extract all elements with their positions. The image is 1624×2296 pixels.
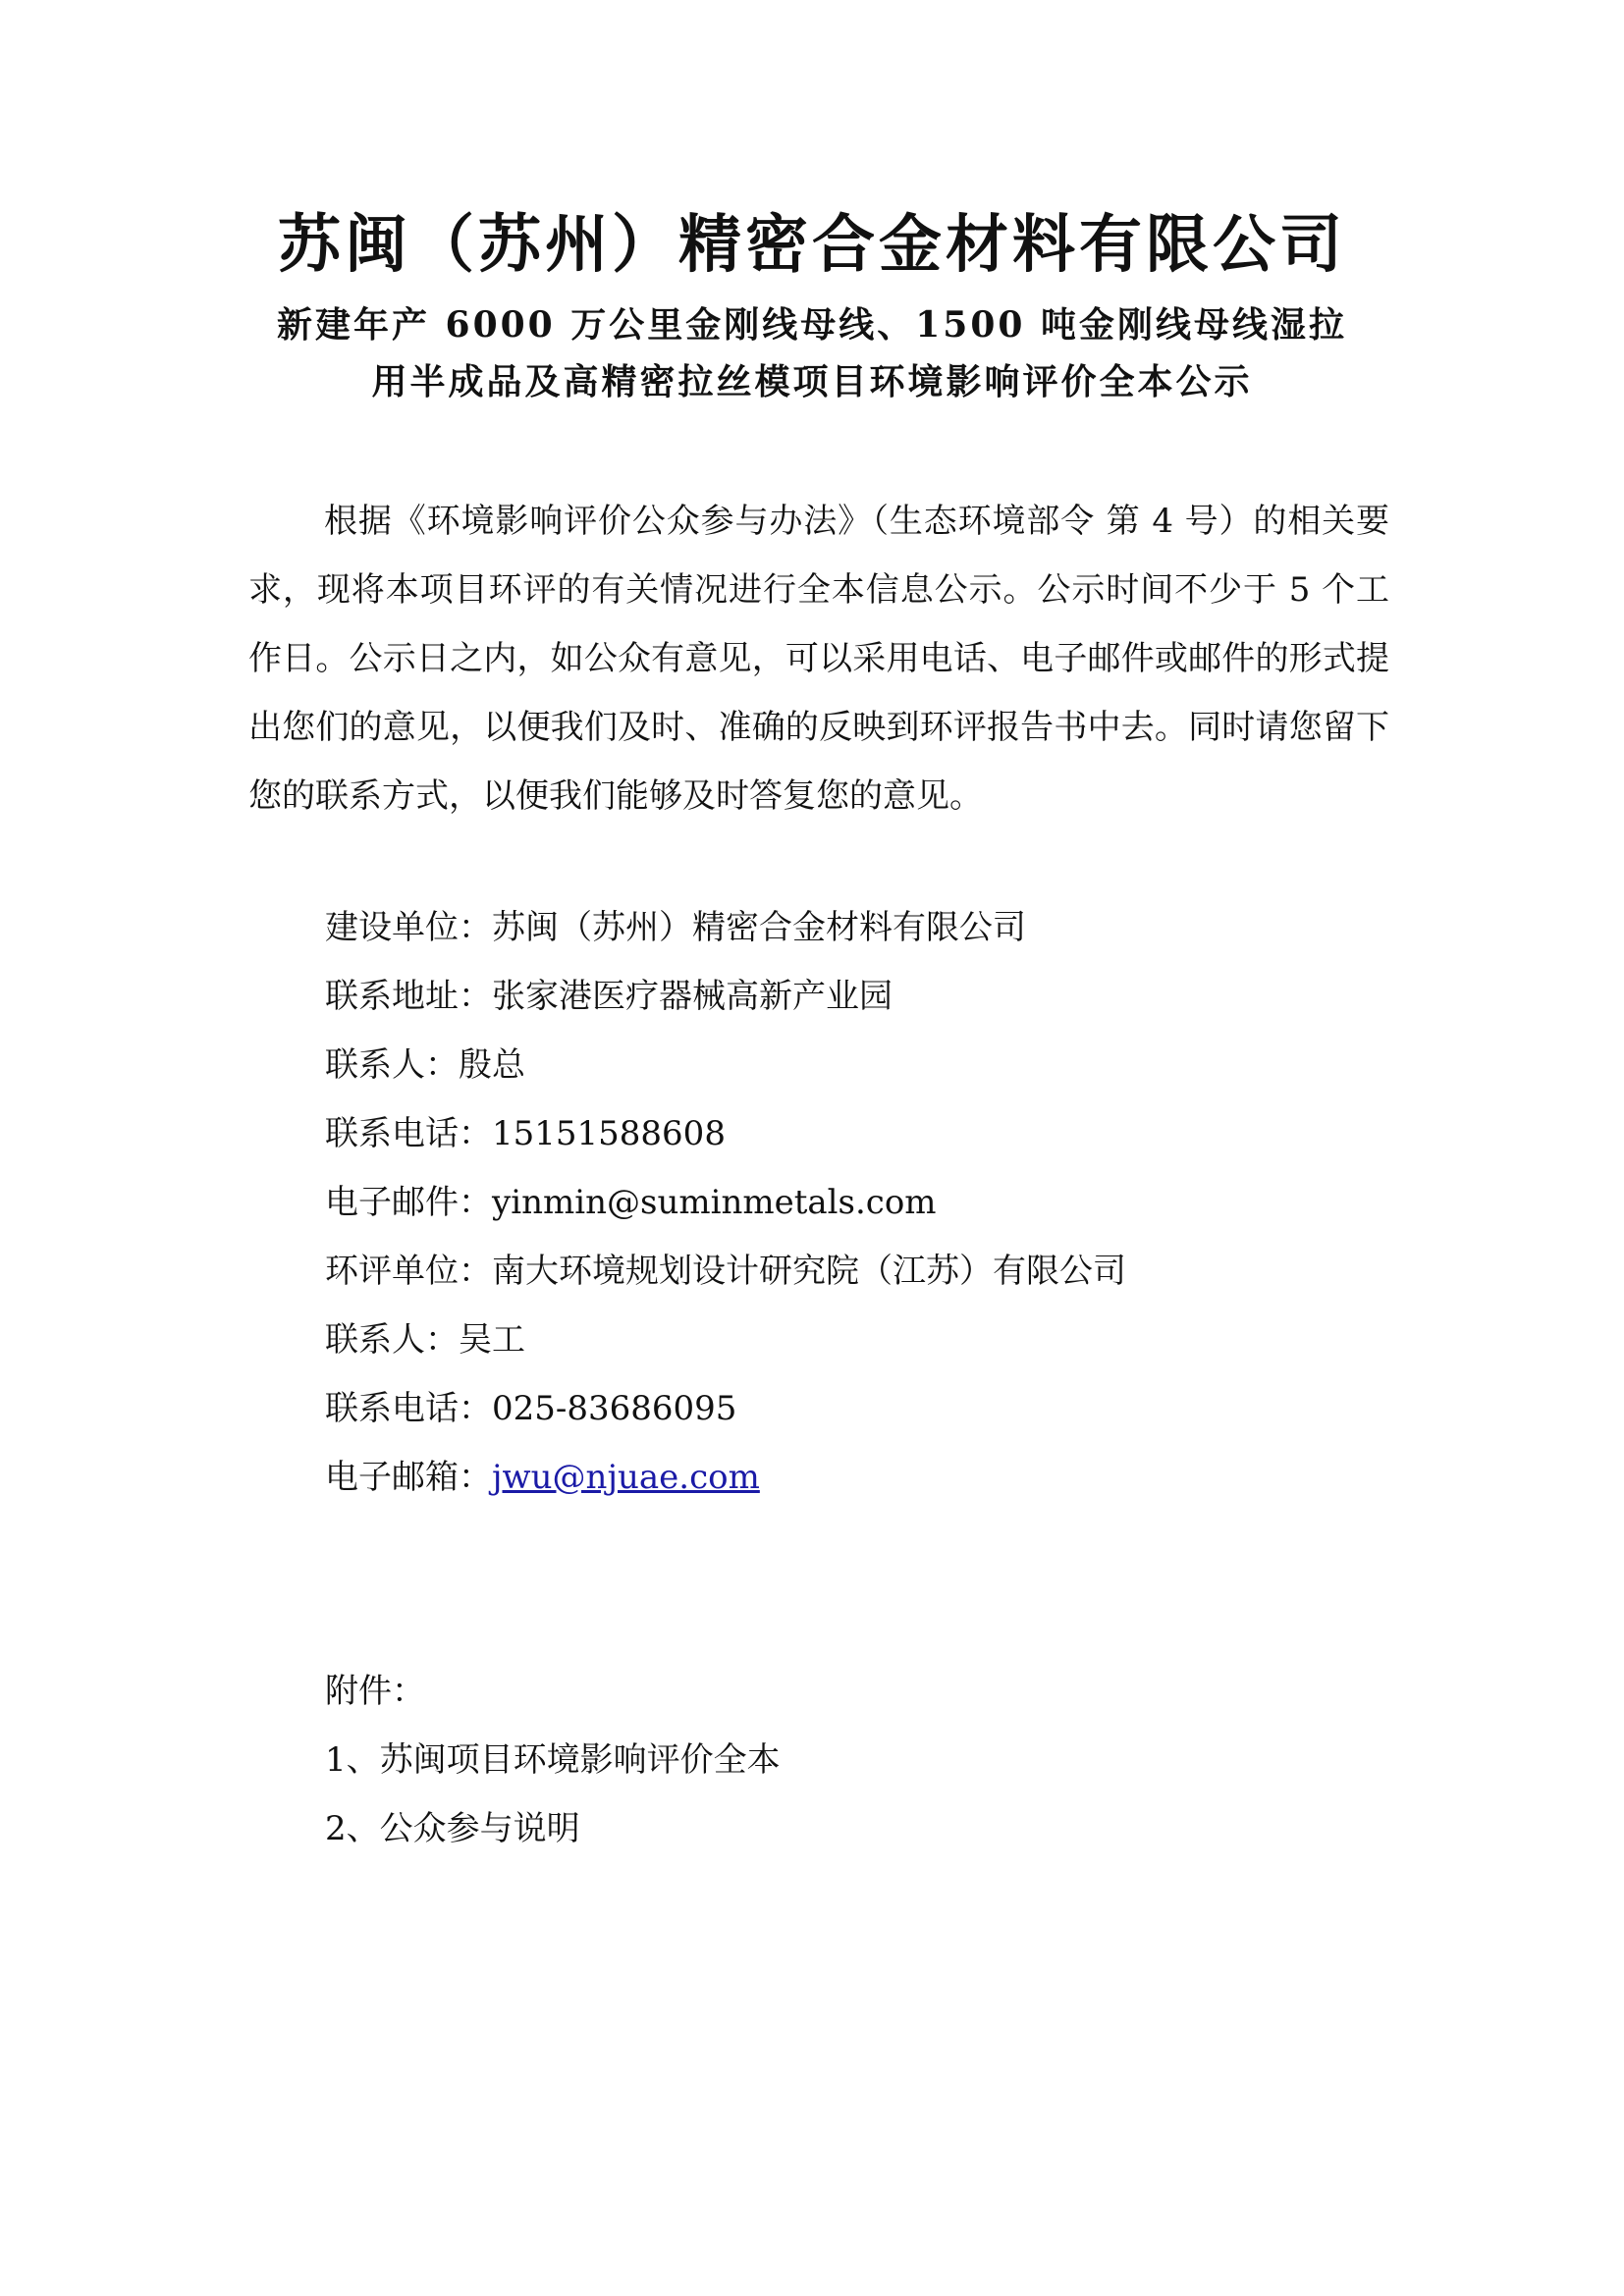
builder-unit-label: 建设单位：: [325, 908, 492, 947]
builder-phone-row: [325, 1099, 1126, 1168]
builder-phone-label: 联系电话：: [325, 1114, 492, 1153]
eia-email-label: 电子邮箱：: [325, 1458, 492, 1497]
attachment-list: [325, 1657, 781, 1863]
eia-contact-row: [325, 1306, 1126, 1374]
eia-contact-label: 联系人：: [325, 1320, 459, 1360]
builder-unit-row: [325, 893, 1126, 962]
attachment-heading: 附件：: [325, 1672, 425, 1711]
eia-unit-label: 环评单位：: [325, 1252, 492, 1291]
eia-contact-value: 吴工: [459, 1320, 525, 1360]
attachment-item-1: 1、苏闽项目环境影响评价全本: [325, 1740, 781, 1780]
builder-email-label: 电子邮件：: [325, 1183, 492, 1222]
builder-unit-value: 苏闽（苏州）精密合金材料有限公司: [492, 908, 1026, 947]
builder-email-row: [325, 1168, 1126, 1237]
contact-list: [325, 893, 1126, 1512]
document-subtitle: [226, 296, 1398, 410]
builder-phone-value: 15151588608: [492, 1114, 726, 1153]
builder-address-row: [325, 962, 1126, 1031]
eia-phone-label: 联系电话：: [325, 1389, 492, 1428]
intro-paragraph: 根据《环境影响评价公众参与办法》（生态环境部令 第 4 号）的相关要求，现将本项目环评的有关情况进行全本信息公示。公示时间不少于 5 个工作日。公示日之内，如公众有意见，可以采用电话、电子邮件或邮件的形式提出您们的意见，以便我们及时、准确的反映到环评报告书中去。同时请您留下您的联系方式，以便我们能够及时答复您的意见。: [248, 502, 1389, 816]
attachment-item-2: 2、公众参与说明: [325, 1809, 580, 1848]
eia-phone-value: 025-83686095: [492, 1389, 737, 1428]
eia-unit-value: 南大环境规划设计研究院（江苏）有限公司: [492, 1252, 1126, 1291]
subtitle-line-1: 新建年产 6000 万公里金刚线母线、1500 吨金刚线母线湿拉: [277, 304, 1347, 346]
builder-address-value: 张家港医疗器械高新产业园: [492, 977, 893, 1016]
builder-contact-value: 殷总: [459, 1045, 525, 1085]
builder-contact-label: 联系人：: [325, 1045, 459, 1085]
eia-email-row: [325, 1443, 1126, 1512]
document-title: 苏闽（苏州）精密合金材料有限公司: [278, 208, 1346, 282]
builder-email-value: yinmin@suminmetals.com: [492, 1183, 937, 1222]
builder-contact-row: [325, 1031, 1126, 1099]
builder-address-label: 联系地址：: [325, 977, 492, 1016]
eia-unit-row: [325, 1237, 1126, 1306]
eia-email-link[interactable]: jwu@njuae.com: [492, 1458, 760, 1497]
eia-phone-row: [325, 1374, 1126, 1443]
subtitle-line-2: 用半成品及高精密拉丝模项目环境影响评价全本公示: [371, 361, 1253, 402]
